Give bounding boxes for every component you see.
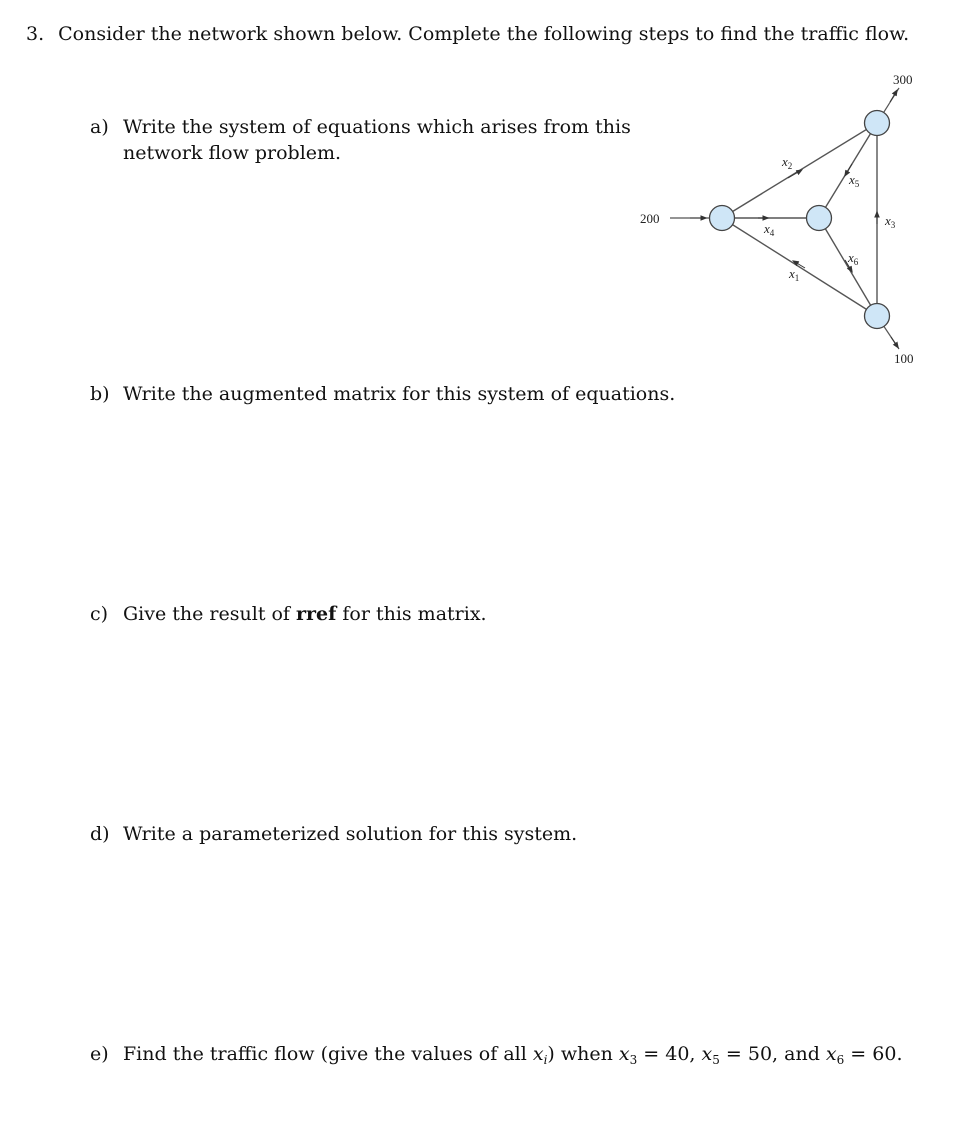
- var-label-x5: $x_5$: [849, 172, 860, 189]
- part-e-x6: x: [825, 1043, 837, 1065]
- part-a-line2: network flow problem.: [123, 142, 342, 164]
- part-e-mid1: ) when: [547, 1043, 619, 1065]
- part-e-x3: x: [618, 1043, 630, 1065]
- var-label-x6: $x_6$: [848, 250, 859, 267]
- part-b-text: Write the augmented matrix for this system of equations.: [123, 383, 676, 405]
- part-c-letter: c): [90, 603, 109, 625]
- node-left: [710, 206, 735, 231]
- arrow-100: [891, 337, 897, 346]
- part-d: [90, 821, 577, 847]
- part-b-letter: b): [90, 383, 110, 405]
- part-c: [90, 601, 487, 627]
- part-a-line1: Write the system of equations which arises from this: [123, 116, 631, 138]
- var-label-x1: $x_1$: [789, 266, 800, 283]
- network-flow-diagram: [630, 60, 930, 370]
- part-e-letter: e): [90, 1043, 109, 1065]
- part-c-pre: Give the result of: [123, 603, 297, 625]
- question-number: 3.: [26, 23, 45, 45]
- part-e-pre: Find the traffic flow (give the values of all: [123, 1043, 533, 1065]
- arrow-x2: [788, 171, 800, 178]
- part-e-x6-sub: 6: [836, 1053, 845, 1067]
- part-a: [90, 114, 631, 166]
- flow-label-200: 200: [640, 211, 660, 226]
- part-a-letter: a): [90, 116, 109, 138]
- part-e-x5: x: [701, 1043, 713, 1065]
- flow-label-100: 100: [894, 351, 914, 366]
- node-top: [865, 111, 890, 136]
- part-e-x3-sub: 3: [629, 1053, 638, 1067]
- node-center: [807, 206, 832, 231]
- var-label-x4: $x_4$: [764, 221, 775, 238]
- edge-x6: [819, 218, 877, 316]
- question-text: Consider the network shown below. Complete the following steps to find the traffic flow.: [58, 23, 910, 45]
- part-d-letter: d): [90, 823, 110, 845]
- part-e-v6: = 60.: [844, 1043, 903, 1065]
- part-e-v3: = 40,: [637, 1043, 702, 1065]
- part-d-text: Write a parameterized solution for this system.: [123, 823, 578, 845]
- flow-label-300: 300: [893, 72, 913, 87]
- part-c-bold: rref: [296, 603, 337, 625]
- part-e-xi: x: [532, 1043, 544, 1065]
- var-label-x3: $x_3$: [885, 213, 896, 230]
- var-label-x2: $x_2$: [782, 154, 793, 171]
- part-e: [90, 1041, 902, 1067]
- part-e-xi-sub: i: [543, 1053, 548, 1067]
- node-bottom: [865, 304, 890, 329]
- question-title: [26, 22, 909, 46]
- part-c-post: for this matrix.: [336, 603, 487, 625]
- part-b: [90, 381, 675, 407]
- network-nodes: [710, 111, 890, 329]
- edge-x1: [722, 218, 877, 316]
- arrow-300: [890, 92, 896, 102]
- edge-x2: [722, 123, 877, 218]
- part-e-v5: = 50, and: [719, 1043, 826, 1065]
- part-e-x5-sub: 5: [712, 1053, 720, 1067]
